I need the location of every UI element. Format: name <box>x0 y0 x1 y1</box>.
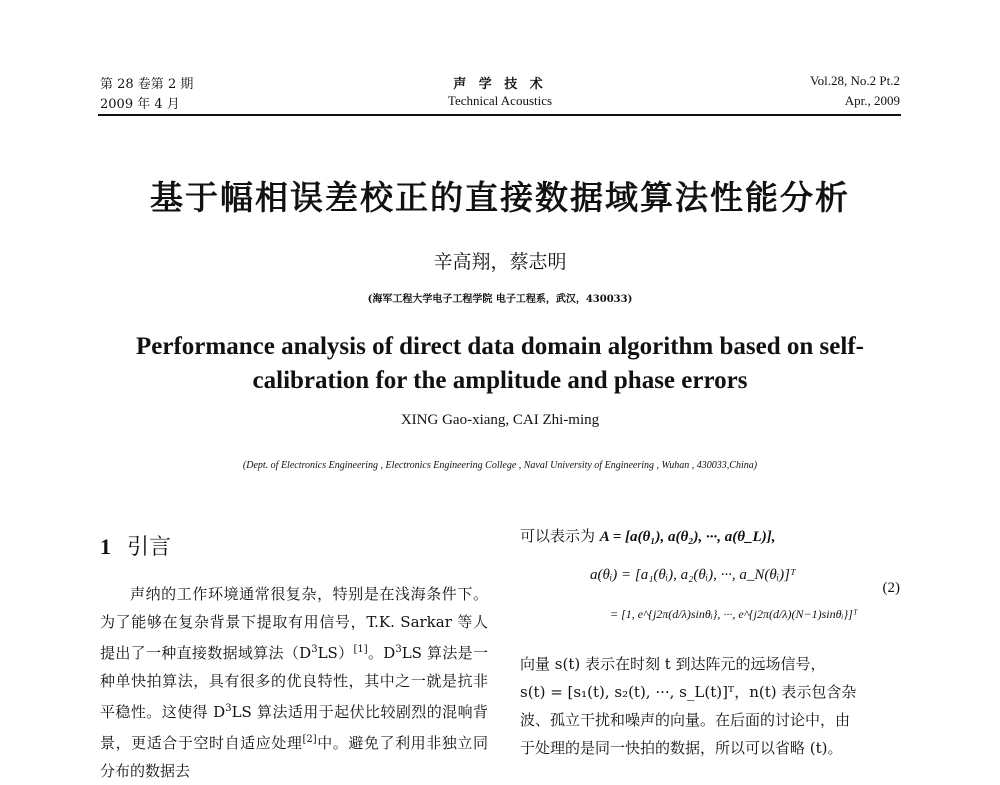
affiliation-en: (Dept. of Electronics Engineering , Electronics Engineering College , Naval University of Engineering , Wuhan , 430033,China) <box>242 460 758 471</box>
citation-2[interactable]: [2] <box>302 734 317 745</box>
authors-en: XING Gao-xiang, CAI Zhi-ming <box>400 412 600 428</box>
section-heading <box>100 530 171 561</box>
paper-title-cn: 基于幅相误差校正的直接数据域算法性能分析 <box>150 178 850 217</box>
equation-intro-line: 可以表示为 A = [a(θ₁), a(θ₂), ···, a(θ_L)], <box>520 527 776 545</box>
section-title: 引言 <box>127 535 172 560</box>
equation-a-rhs: = [1, e^{j2π(d/λ)sinθᵢ}, ···, e^{j2π(d/λ)(N−1)sinθᵢ}]ᵀ <box>610 607 858 621</box>
journal-date-cn: 2009 年 4 月 <box>100 97 180 112</box>
para-line-1: 向量 s(t) 表示在时刻 t 到达阵元的远场信号， <box>520 655 826 673</box>
para-line-4: 于处理的是同一快拍的数据，所以可以省略 (t)。 <box>520 739 843 757</box>
header-rule <box>98 114 901 116</box>
para-line-3: 波、孤立干扰和噪声的向量。在后面的讨论中，由 <box>520 711 851 729</box>
equation-a-lhs: a(θᵢ) = [a₁(θᵢ), a₂(θᵢ), ···, a_N(θᵢ)]ᵀ <box>590 567 796 583</box>
section-number: 1 <box>100 534 111 559</box>
citation-1[interactable]: [1] <box>353 644 368 655</box>
journal-volume-issue: 第 28 卷第 2 期 <box>100 77 194 92</box>
equation-A: A = [a(θ₁), a(θ₂), ···, a(θ_L)], <box>599 529 776 545</box>
authors-cn: 辛高翔，蔡志明 <box>433 251 567 273</box>
intro-paragraph: 声纳的工作环境通常很复杂，特别是在浅海条件下。为了能够在复杂背景下提取有用信号，T.K. Sarkar 等人提出了一种直接数据域算法$(D^3LS)[1]$。$D^3LS$ 算法是一种单快拍算法，具有很多的优良特性，其中之一就是抗非平稳性。这使得 $D^3LS$ 算法适用于起伏比较剧烈的混响背景，更适合于空时自适应处理[2]中。避免了利用非独立同分布的数据去 <box>100 585 488 780</box>
journal-name-en: Technical Acoustics <box>447 93 553 108</box>
paper-title-en: Performance analysis of direct data domain algorithm based on self-calibration for the amplitude and phase errors <box>136 333 864 394</box>
affiliation-cn: (海军工程大学电子工程学院 电子工程系，武汉，430033) <box>367 294 633 305</box>
para-line-2: s(t) = [s₁(t), s₂(t), ···, s_L(t)]ᵀ，n(t) 表示包含杂 <box>520 683 857 701</box>
journal-volume-en: Vol.28, No.2 Pt.2 <box>809 73 900 88</box>
journal-name-cn: 声 学 技 术 <box>453 77 547 92</box>
journal-date-en: Apr., 2009 <box>844 93 900 108</box>
left-column-text <box>100 580 488 785</box>
equation-number: (2) <box>882 580 900 596</box>
